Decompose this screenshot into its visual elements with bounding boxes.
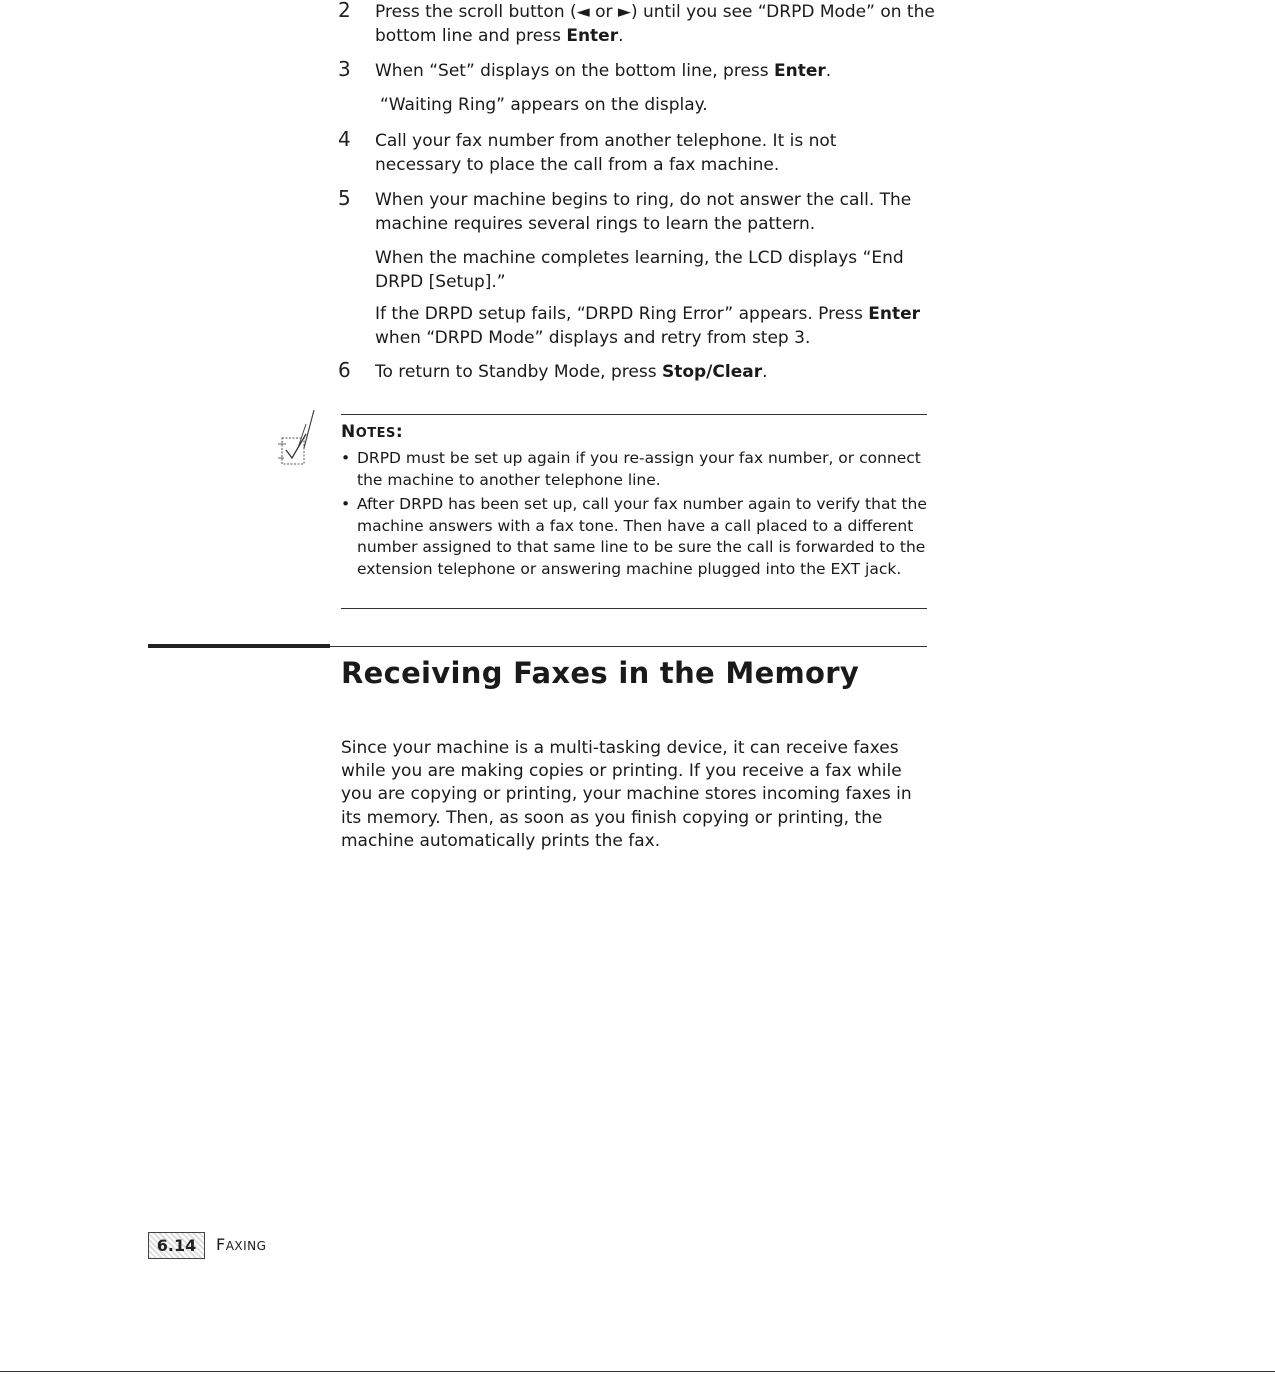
step-text: When your machine begins to ring, do not answer the call. The machine requires several rings to learn the pattern. bbox=[375, 190, 912, 234]
section-body: Since your machine is a multi-tasking device, it can receive faxes while you are making copies or printing. If you receive a fax while you are copying or printing, your machine stores incoming faxes in its memory. Then, as soon as you finish copying or printing, the machine automatically prints the fax. bbox=[341, 738, 912, 851]
step-number: 6 bbox=[338, 358, 351, 382]
note-text: DRPD must be set up again if you re-assign your fax number, or connect the machine to another telephone line. bbox=[357, 449, 921, 489]
step-text: Call your fax number from another telephone. It is not necessary to place the call from a fax machine. bbox=[375, 131, 837, 175]
step-5-note-1: When the machine completes learning, the LCD displays “End DRPD [Setup].” bbox=[375, 248, 904, 292]
note-pencil-icon bbox=[276, 408, 324, 470]
step-number: 5 bbox=[338, 186, 351, 210]
step-number: 4 bbox=[338, 127, 351, 151]
notes-bottom-rule bbox=[341, 608, 927, 609]
notes-title: NOTES: bbox=[341, 422, 404, 442]
step-number: 2 bbox=[338, 0, 351, 22]
note-text: After DRPD has been set up, call your fax number again to verify that the machine answers with a fax tone. Then have a call placed to a different number assigned to that same line to be sure the call is forwarded to the extension telephone or answering machine plugged into the EXT jack. bbox=[357, 495, 927, 578]
notes-top-rule bbox=[341, 414, 927, 415]
chapter-label: FAXING bbox=[216, 1235, 267, 1254]
page-bottom-rule bbox=[0, 1371, 1275, 1372]
bullet: • bbox=[341, 449, 351, 467]
step-5-note-2: If the DRPD setup fails, “DRPD Ring Error” appears. Press Enter when “DRPD Mode” displays and retry from step 3. bbox=[375, 304, 921, 348]
step-number: 3 bbox=[338, 57, 351, 81]
step-text: To return to Standby Mode, press Stop/Clear. bbox=[375, 362, 768, 382]
page-number-badge: 6.14 bbox=[148, 1232, 205, 1259]
section-title: Receiving Faxes in the Memory bbox=[341, 656, 860, 690]
step-text: When “Set” displays on the bottom line, press Enter. bbox=[375, 61, 832, 81]
bullet: • bbox=[341, 495, 351, 513]
section-rule bbox=[330, 646, 927, 647]
section-marker-bar bbox=[148, 644, 330, 648]
step-text: Press the scroll button (◄ or ►) until you see “DRPD Mode” on the bottom line and press Enter. bbox=[375, 2, 935, 46]
step-3-note: “Waiting Ring” appears on the display. bbox=[380, 95, 708, 115]
